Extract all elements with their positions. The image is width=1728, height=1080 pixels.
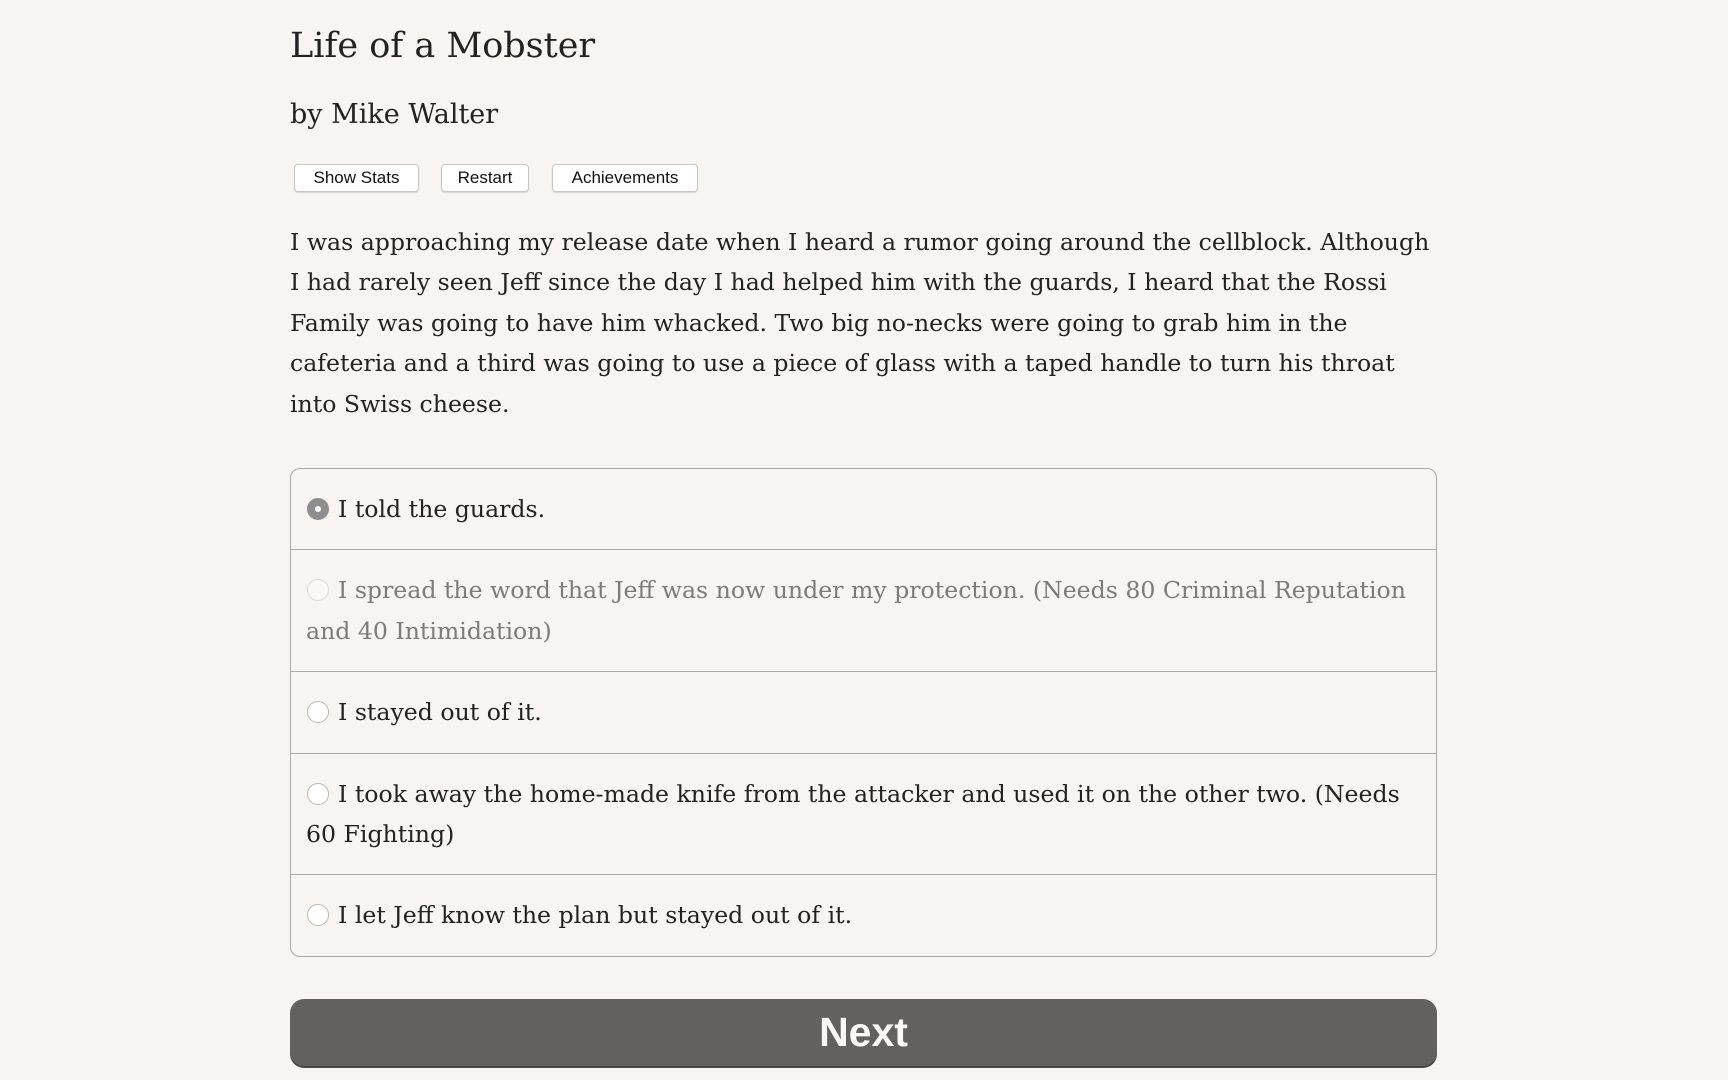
choice-option-1[interactable] — [291, 469, 1436, 549]
choice-label: I told the guards. — [338, 495, 546, 523]
show-stats-button[interactable]: Show Stats — [294, 164, 419, 192]
choice-option-2-disabled — [291, 549, 1436, 671]
game-title: Life of a Mobster — [290, 26, 596, 66]
story-text: I was approaching my release date when I heard a rumor going around the cellblock. Although I had rarely seen Jeff since the day I had helped him with the guards, I heard that the Rossi Family was going to have him whacked. Two big no-necks were going to grab him in the cafeteria and a third was going to use a piece of glass with a taped handle to turn his throat into Swiss cheese. — [290, 228, 1430, 418]
achievements-button[interactable]: Achievements — [552, 164, 698, 192]
choice-option-4[interactable] — [291, 753, 1436, 875]
choice-label: I took away the home-made knife from the attacker and used it on the other two. (Needs 60 Fighting) — [306, 779, 1400, 849]
choice-label: I spread the word that Jeff was now under my protection. (Needs 80 Criminal Reputation and 40 Intimidation) — [306, 576, 1406, 645]
choice-list — [290, 468, 1437, 957]
restart-button[interactable]: Restart — [441, 164, 529, 192]
choice-option-3[interactable] — [291, 671, 1436, 752]
radio-disabled-icon — [307, 579, 329, 601]
radio-selected-icon[interactable] — [307, 498, 329, 520]
radio-unselected-icon[interactable] — [307, 783, 329, 805]
choice-label: I stayed out of it. — [338, 698, 542, 727]
radio-unselected-icon[interactable] — [307, 701, 329, 723]
choice-option-5[interactable] — [291, 874, 1436, 955]
next-button[interactable]: Next — [290, 999, 1437, 1066]
choice-label: I let Jeff know the plan but stayed out of it. — [338, 901, 853, 930]
author-byline: by Mike Walter — [290, 99, 499, 130]
radio-unselected-icon[interactable] — [307, 904, 329, 926]
